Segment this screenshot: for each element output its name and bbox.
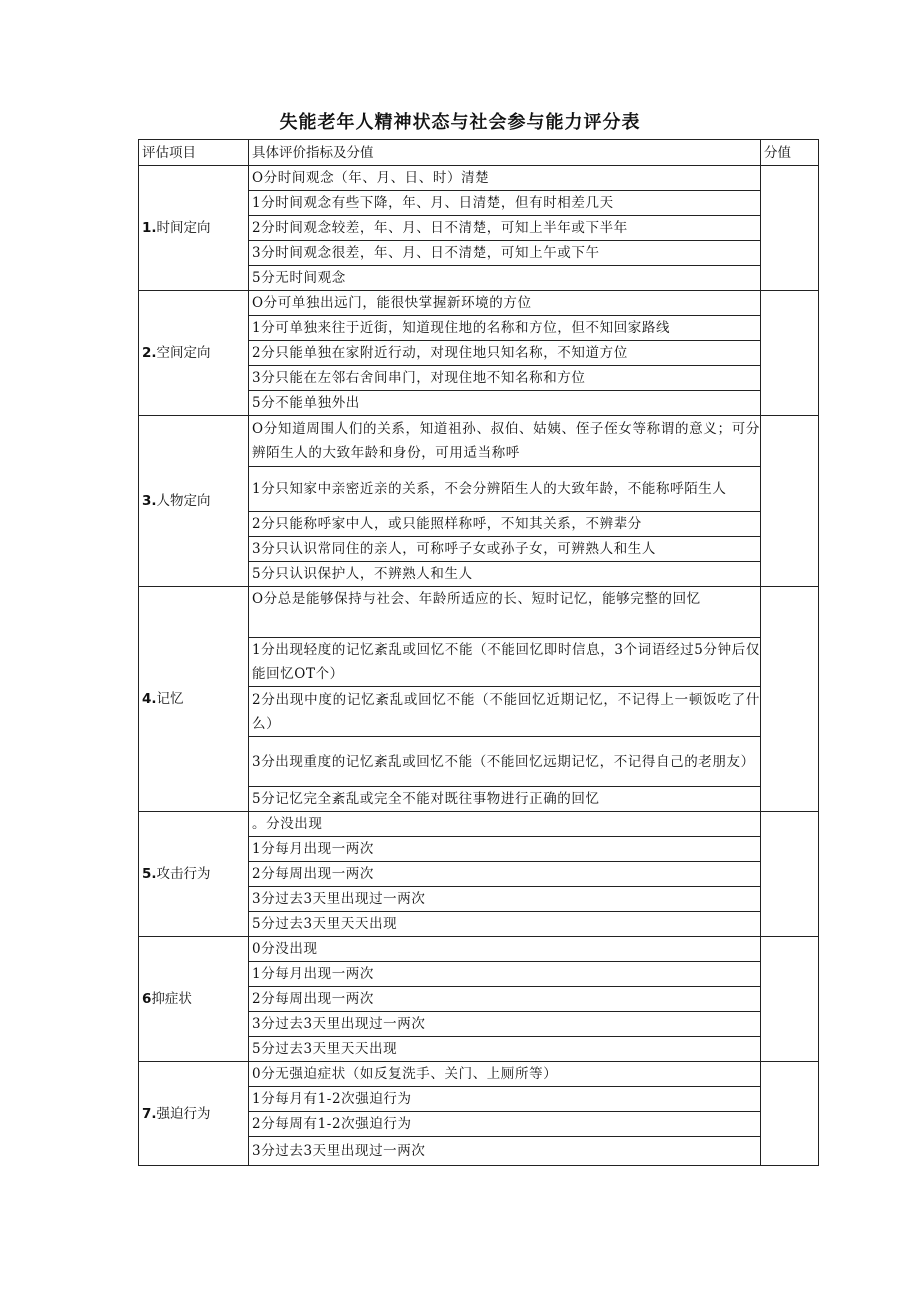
score-input-cell[interactable] [761,937,819,1062]
criterion-text: O分知道周围人们的关系，知道祖孙、叔伯、姑姨、侄子侄女等称谓的意义；可分辨陌生人的大致年龄和身份，可用适当称呼 [249,416,761,467]
item-number: 5. [142,866,157,882]
criterion-text: 1分只知家中亲密近亲的关系，不会分辨陌生人的大致年龄，不能称呼陌生人 [249,467,761,512]
criterion-text: 5分只认识保护人，不辨熟人和生人 [249,562,761,587]
criterion-text: 0分无强迫症状（如反复洗手、关门、上厕所等） [249,1062,761,1087]
criterion-text: 5分过去3天里天天出现 [249,1037,761,1062]
criterion-text: 5分无时间观念 [249,266,761,291]
item-number: 4. [142,691,157,707]
criterion-text: 1分出现轻度的记忆紊乱或回忆不能（不能回忆即时信息，3个词语经过5分钟后仅能回忆OT个） [249,638,761,687]
score-input-cell[interactable] [761,416,819,587]
assessment-table [138,139,819,1166]
criterion-text: 1分每月出现一两次 [249,962,761,987]
criterion-text: 0分没出现 [249,937,761,962]
criterion-text: 2分出现中度的记忆紊乱或回忆不能（不能回忆近期记忆，不记得上一顿饭吃了什么） [249,687,761,737]
item-number: 3. [142,493,157,509]
item-name [139,587,249,812]
criterion-text: 2分只能单独在家附近行动，对现住地只知名称，不知道方位 [249,341,761,366]
item-name [139,291,249,416]
criteria-row [139,291,819,316]
score-input-cell[interactable] [761,812,819,937]
criteria-row [139,416,819,467]
item-number: 1. [142,220,157,236]
item-label: 时间定向 [156,220,211,236]
criteria-row [139,587,819,638]
item-name [139,416,249,587]
criterion-text: 5分记忆完全紊乱或完全不能对既往事物进行正确的回忆 [249,787,761,812]
criterion-text: 1分每月出现一两次 [249,837,761,862]
item-name [139,1062,249,1166]
criteria-row [139,1062,819,1087]
criterion-text: 2分每周出现一两次 [249,987,761,1012]
page-title: 失能老年人精神状态与社会参与能力评分表 [279,112,641,133]
criterion-text: 。分没出现 [249,812,761,837]
item-label: 攻击行为 [156,866,211,882]
criterion-text: 3分出现重度的记忆紊乱或回忆不能（不能回忆远期记忆，不记得自己的老朋友） [249,737,761,787]
item-number: 7. [142,1105,157,1122]
criterion-text: 2分每周出现一两次 [249,862,761,887]
item-label: 空间定向 [156,345,211,361]
criterion-text: 2分只能称呼家中人，或只能照样称呼，不知其关系，不辨辈分 [249,512,761,537]
score-input-cell[interactable] [761,587,819,812]
criterion-text: 3分时间观念很差，年、月、日不清楚，可知上午或下午 [249,241,761,266]
header-criteria: 具体评价指标及分值 [249,140,761,166]
score-input-cell[interactable] [761,166,819,291]
item-number: 6 [142,991,152,1007]
criterion-text: 1分每月有1-2次强迫行为 [249,1087,761,1112]
item-label: 强迫行为 [156,1105,211,1122]
item-name [139,812,249,937]
criterion-text: O分时间观念（年、月、日、时）清楚 [249,166,761,191]
criterion-text: 5分过去3天里天天出现 [249,912,761,937]
criterion-text: 2分时间观念较差，年、月、日不清楚，可知上半年或下半年 [249,216,761,241]
criteria-row [139,937,819,962]
criterion-text: 3分过去3天里出现过一两次 [249,1012,761,1037]
item-label: 记忆 [156,691,184,707]
criterion-text: O分总是能够保持与社会、年龄所适应的长、短时记忆，能够完整的回忆 [249,587,761,638]
criteria-row [139,166,819,191]
header-item: 评估项目 [139,140,249,166]
item-label: 人物定向 [156,493,211,509]
criteria-row [139,812,819,837]
criterion-text: 3分过去3天里出现过一两次 [249,887,761,912]
criterion-text: 3分过去3天里出现过一两次 [249,1137,761,1166]
header-score: 分值 [761,140,819,166]
item-label: 抑症状 [151,991,192,1007]
criterion-text: O分可单独出远门，能很快掌握新环境的方位 [249,291,761,316]
item-name [139,937,249,1062]
criterion-text: 1分时间观念有些下降，年、月、日清楚，但有时相差几天 [249,191,761,216]
criterion-text: 5分不能单独外出 [249,391,761,416]
item-number: 2. [142,345,157,361]
score-input-cell[interactable] [761,1062,819,1166]
criterion-text: 2分每周有1-2次强迫行为 [249,1112,761,1137]
criterion-text: 3分只认识常同住的亲人，可称呼子女或孙子女，可辨熟人和生人 [249,537,761,562]
criterion-text: 1分可单独来往于近街，知道现住地的名称和方位，但不知回家路线 [249,316,761,341]
score-input-cell[interactable] [761,291,819,416]
header-row [139,140,819,166]
criterion-text: 3分只能在左邻右舍间串门，对现住地不知名称和方位 [249,366,761,391]
item-name [139,166,249,291]
